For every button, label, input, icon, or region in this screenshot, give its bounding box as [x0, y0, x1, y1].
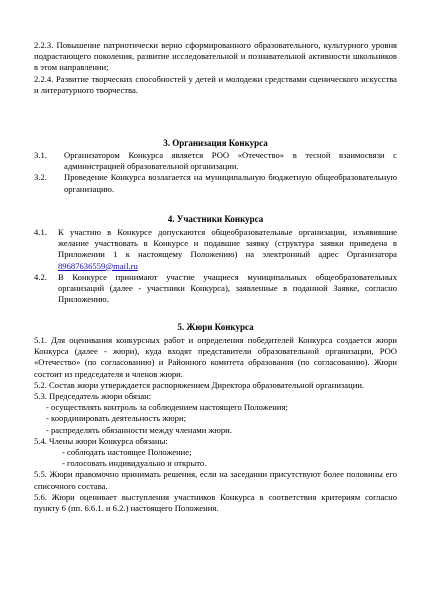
section-5-body [34, 335, 397, 514]
item-number: 4.2. [34, 271, 47, 282]
item-4-1 [34, 227, 397, 272]
organizer-email-link[interactable]: 89687636559@mail.ru [58, 260, 138, 271]
item-text [58, 227, 397, 272]
list-item: - голосовать индивидуально и открыто. [62, 458, 207, 469]
item-3-1 [34, 150, 397, 172]
section-4-heading: 4. Участники Конкурса [167, 214, 264, 224]
list-item: - координировать деятельность жюри; [46, 413, 186, 424]
item-4-2 [34, 272, 397, 306]
paragraph-5-6: 5.6. Жюри оценивает выступления участников Конкурса в соответствия критериям согласно пункту 6 (пп. 6.6.1. и 6.2.) настоящего Положения. [34, 491, 397, 514]
item-text: Организатором Конкурса является РОО «Отечество» в тесной взаимосвязи с администрацией образовательной организации. [64, 150, 397, 172]
paragraph-5-5: 5.5. Жюри правомочно принимать решения, если на заседании присутствуют более половины его списочного состава. [34, 469, 397, 491]
paragraph-5-1: 5.1. Для оценивания конкурсных работ и определения победителей Конкурса создается жюри Конкурса (далее - жюри), куда входят представители образовательной организации, РОО «Отечество» (по согласованию) и Районного комитета образования (по согласованию). Жюри состоит из председателя и членов жюри. [34, 335, 397, 379]
item-number: 4.1. [34, 227, 47, 237]
section-4-body [34, 227, 397, 305]
item-text: Проведение Конкурса возлагается на муниципальную бюджетную общеобразовательную организацию. [64, 172, 397, 194]
paragraph-5-3-heading: 5.3. Председатель жюри обязан: [34, 391, 152, 402]
paragraph-5-4-heading: 5.4. Члены жюри Конкурса обязаны: [34, 435, 168, 446]
item-text: В Конкурсе принимают участие учащиеся муниципальных общеобразовательных организаций (далее - участники Конкурса), заявленные в поданной Заявке, согласно Приложению. [58, 271, 397, 305]
item-3-2 [34, 172, 397, 194]
list-item: - соблюдать настоящее Положение; [62, 447, 192, 458]
list-item: - осуществлять контроль за соблюдением настоящего Положения; [46, 402, 288, 413]
item-number: 3.1. [34, 150, 47, 160]
item-text-body: К участию в Конкурсе допускаются общеобразовательные организации, изъявившие желание участвовать в Конкурсе и подавшие заявку (структура заявки приведена в Приложении 1 к настоящему Положению) на электронный адрес Организатора [58, 227, 397, 260]
item-number: 3.2. [34, 172, 47, 183]
paragraph-2-2-3: 2.2.3. Повышение патриотически верно сформированного образовательного, культурного уровня подрастающего поколения, развитие исследовательной и познавательной активности школьников в этом направлении; [34, 40, 397, 73]
section-3-heading: 3. Организация Конкурса [163, 138, 268, 148]
paragraph-2-2-4: 2.2.4. Развитие творческих способностей у детей и молодежи средствами сценического искусства и литературного творчества. [34, 73, 397, 95]
section-3-body [34, 150, 397, 195]
list-item: - распределять обязанности между членами жюри. [46, 424, 232, 435]
paragraph-5-2: 5.2. Состав жюри утверждается распоряжением Директора образовательной организации. [34, 379, 365, 390]
intro-section [34, 40, 397, 96]
section-5-heading: 5. Жюри Конкурса [177, 322, 254, 332]
